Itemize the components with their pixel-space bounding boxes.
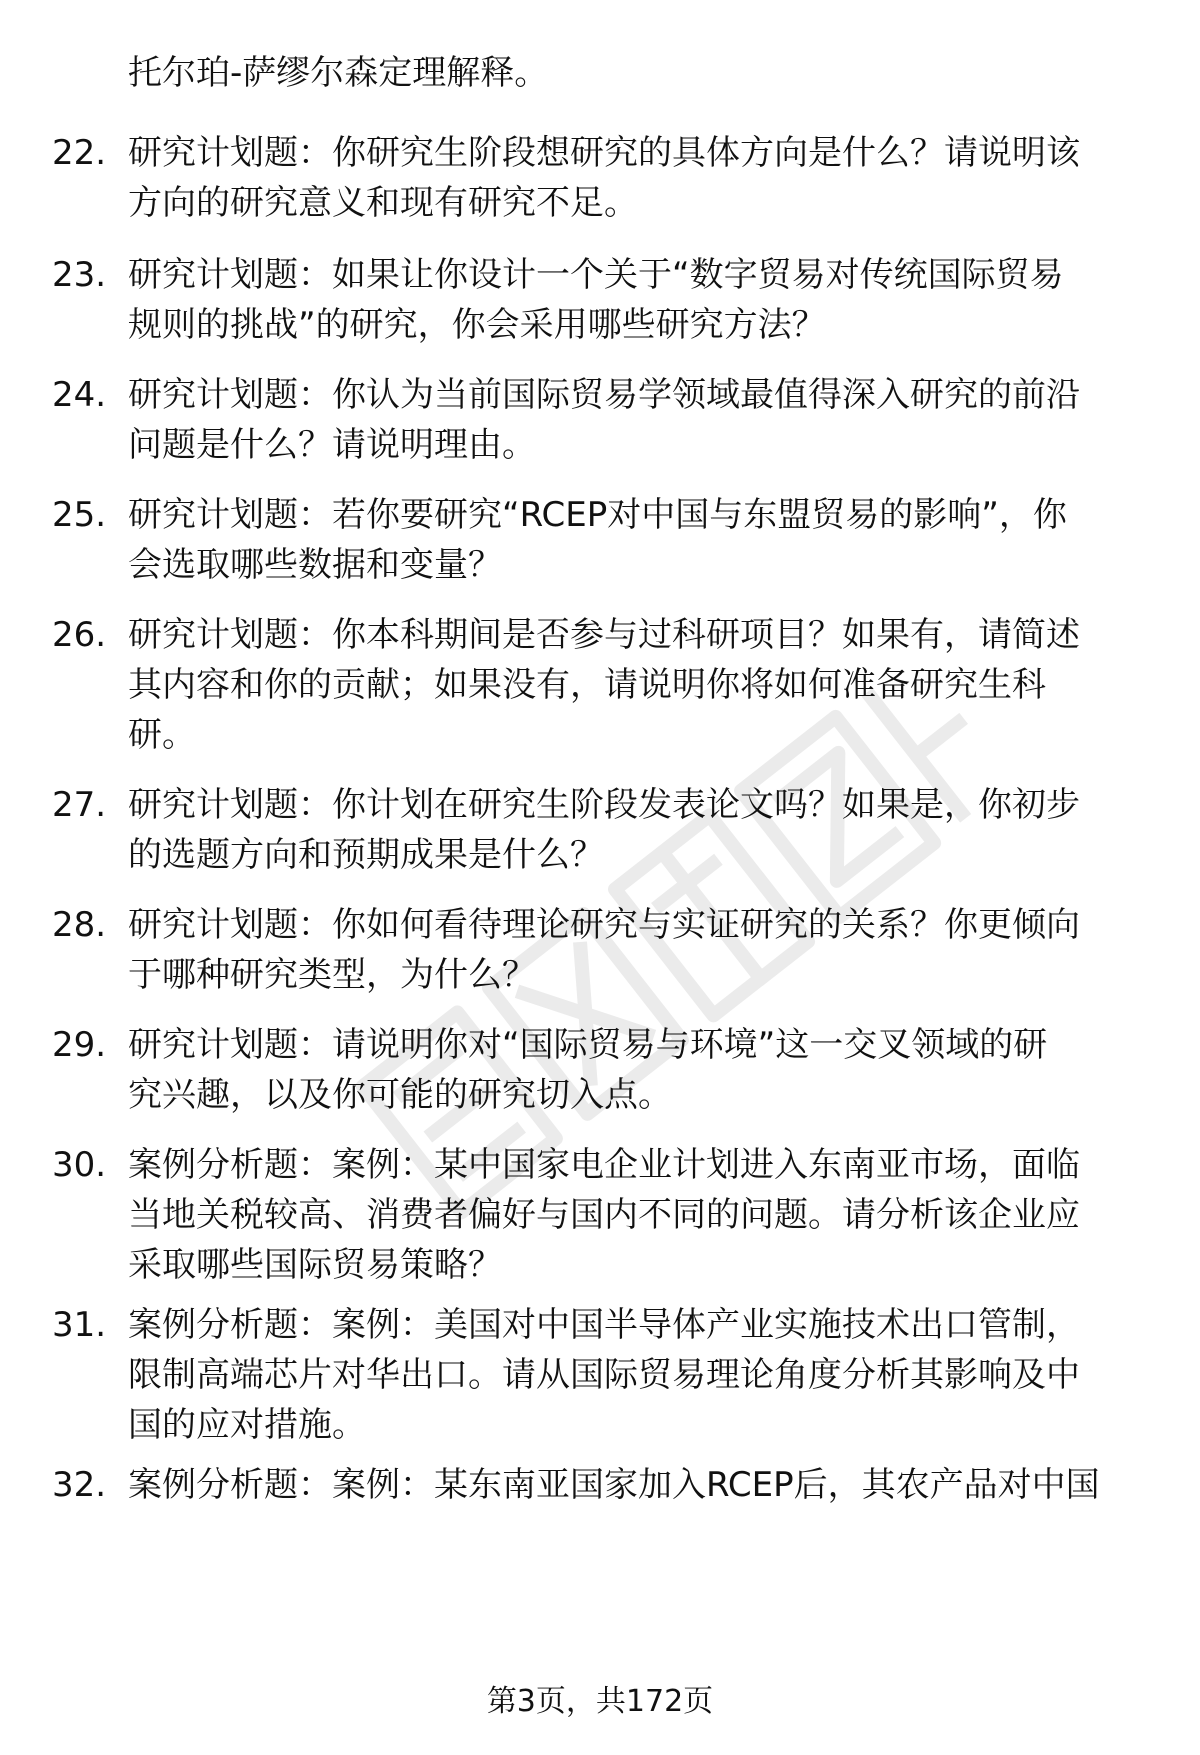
- question-text-line: 案例分析题：案例：某中国家电企业计划进入东南亚市场，面临: [128, 1145, 1080, 1185]
- question-text-line: 规则的挑战”的研究，你会采用哪些研究方法？: [128, 305, 826, 345]
- question-number: 28.: [52, 905, 107, 945]
- question-text-line: 采取哪些国际贸易策略？: [128, 1245, 502, 1285]
- continuation-text: 托尔珀-萨缪尔森定理解释。: [128, 53, 549, 93]
- question-number: 22.: [52, 133, 107, 173]
- question-text-line: 研究计划题：你本科期间是否参与过科研项目？如果有，请简述: [128, 615, 1080, 655]
- question-number: 24.: [52, 375, 107, 415]
- question-number: 26.: [52, 615, 107, 655]
- question-text-line: 方向的研究意义和现有研究不足。: [128, 183, 638, 223]
- question-text-line: 研究计划题：你研究生阶段想研究的具体方向是什么？请说明该: [128, 133, 1080, 173]
- question-text-line: 案例分析题：案例：某东南亚国家加入RCEP后，其农产品对中国: [128, 1465, 1100, 1505]
- question-number: 30.: [52, 1145, 107, 1185]
- question-text-line: 于哪种研究类型，为什么？: [128, 955, 536, 995]
- question-text-line: 究兴趣，以及你可能的研究切入点。: [128, 1075, 672, 1115]
- question-text-line: 案例分析题：案例：美国对中国半导体产业实施技术出口管制，: [128, 1305, 1080, 1345]
- question-text-line: 国的应对措施。: [128, 1405, 366, 1445]
- question-text-line: 研究计划题：你认为当前国际贸易学领域最值得深入研究的前沿: [128, 375, 1080, 415]
- page-footer: 第3页，共172页: [486, 1684, 714, 1719]
- question-number: 29.: [52, 1025, 107, 1065]
- question-number: 25.: [52, 495, 107, 535]
- question-text-line: 其内容和你的贡献；如果没有，请说明你将如何准备研究生科: [128, 665, 1046, 705]
- question-text-line: 研究计划题：你计划在研究生阶段发表论文吗？如果是，你初步: [128, 785, 1080, 825]
- question-number: 27.: [52, 785, 107, 825]
- question-number: 23.: [52, 255, 107, 295]
- question-number: 31.: [52, 1305, 107, 1345]
- question-text-line: 研。: [128, 715, 196, 755]
- question-text-line: 研究计划题：如果让你设计一个关于“数字贸易对传统国际贸易: [128, 255, 1064, 295]
- question-text-line: 限制高端芯片对华出口。请从国际贸易理论角度分析其影响及中: [128, 1355, 1080, 1395]
- question-number: 32.: [52, 1465, 107, 1505]
- question-text-line: 会选取哪些数据和变量？: [128, 545, 502, 585]
- question-text-line: 的选题方向和预期成果是什么？: [128, 835, 604, 875]
- question-text-line: 研究计划题：若你要研究“RCEP对中国与东盟贸易的影响”，你: [128, 495, 1067, 535]
- question-text-line: 当地关税较高、消费者偏好与国内不同的问题。请分析该企业应: [128, 1195, 1080, 1235]
- question-text-line: 研究计划题：你如何看待理论研究与实证研究的关系？你更倾向: [128, 905, 1080, 945]
- question-text-line: 问题是什么？请说明理由。: [128, 425, 536, 465]
- question-text-line: 研究计划题：请说明你对“国际贸易与环境”这一交叉领域的研: [128, 1025, 1048, 1065]
